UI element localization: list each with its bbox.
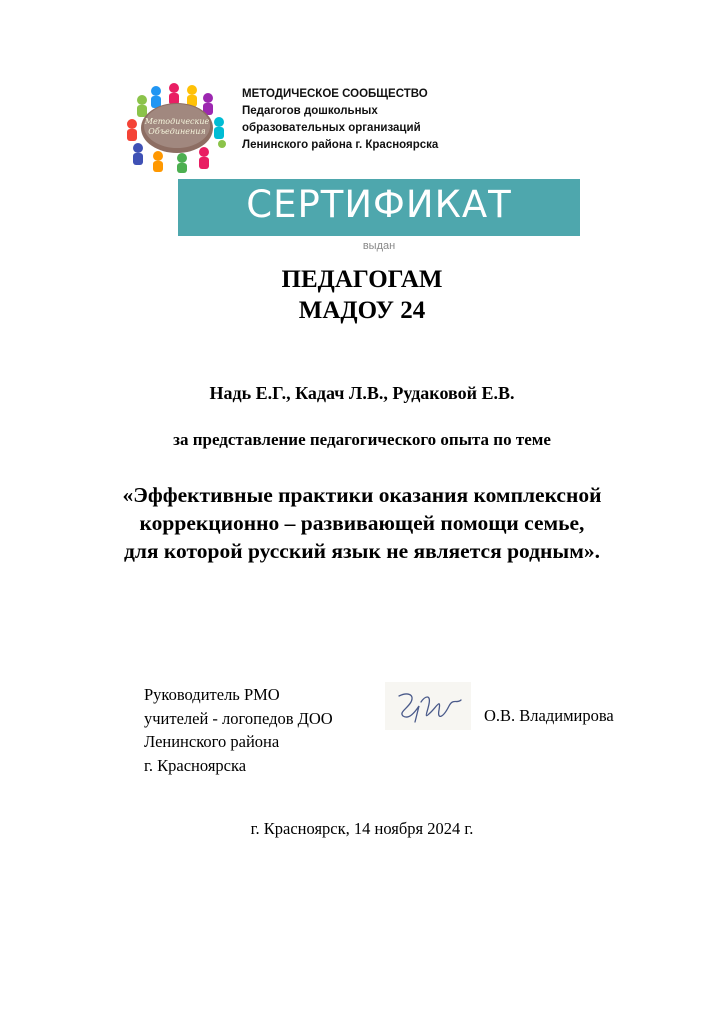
- topic-line: для которой русский язык не является родным».: [123, 539, 600, 563]
- handwritten-signature: [385, 682, 471, 730]
- recipient-names: Надь Е.Г., Кадач Л.В., Рудаковой Е.В.: [209, 383, 515, 403]
- signer-name: О.В. Владимирова: [484, 706, 614, 725]
- org-line: образовательных организаций: [242, 122, 421, 134]
- issued-label: выдан: [362, 240, 396, 252]
- svg-text:Методические: Методические: [144, 117, 210, 126]
- position-line: г. Красноярска: [144, 755, 247, 775]
- org-line: Ленинского района г. Красноярска: [242, 139, 439, 151]
- topic: [0, 481, 724, 565]
- topic-line: коррекционно – развивающей помощи семье,: [139, 511, 585, 535]
- position-line: учителей - логопедов ДОО: [144, 708, 333, 728]
- svg-text:Объединения: Объединения: [148, 127, 206, 136]
- logo-image: [122, 82, 232, 174]
- org-line: Педагогов дошкольных: [242, 105, 378, 117]
- topic-line: «Эффективные практики оказания комплексной: [122, 483, 602, 507]
- recipient: [0, 264, 724, 326]
- org-line: МЕТОДИЧЕСКОЕ СООБЩЕСТВО: [242, 88, 428, 100]
- organization-name: [242, 86, 438, 154]
- certificate-banner: [178, 179, 580, 236]
- recipient-line: МАДОУ 24: [298, 297, 426, 324]
- certificate-title: СЕРТИФИКАТ: [246, 183, 512, 226]
- signer-position: [144, 683, 333, 777]
- round-table-logo-icon: [122, 82, 232, 174]
- award-reason: за представление педагогического опыта по теме: [173, 430, 551, 449]
- position-line: Руководитель РМО: [144, 685, 280, 704]
- recipient-line: ПЕДАГОГАМ: [281, 266, 443, 293]
- place-and-date: г. Красноярск, 14 ноября 2024 г.: [250, 819, 474, 838]
- position-line: Ленинского района: [144, 732, 280, 751]
